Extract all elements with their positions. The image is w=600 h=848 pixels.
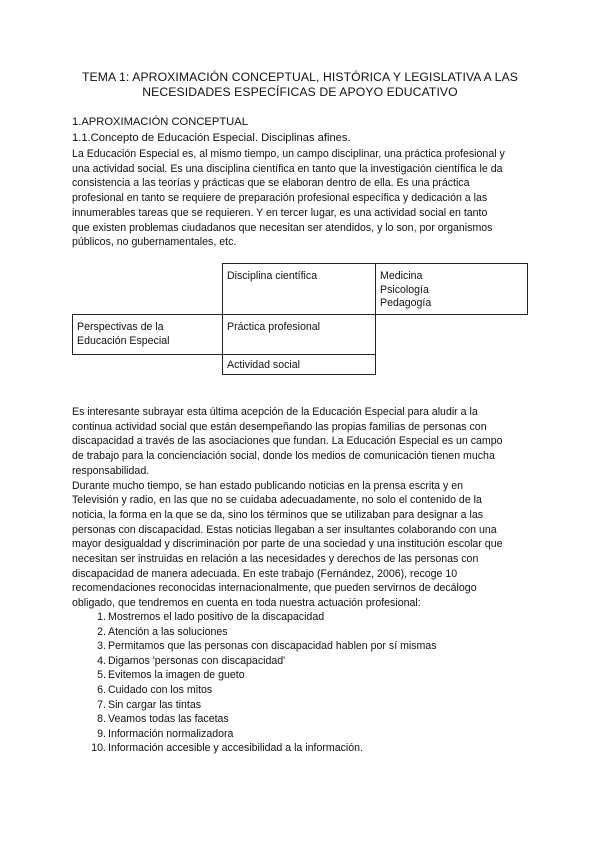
- paragraph-line: innumerables tareas que se requieren. Y en tercer lugar, es una actividad social en tanto: [72, 206, 488, 219]
- list-item: [72, 639, 437, 654]
- intro-paragraph: [72, 147, 534, 250]
- list-item: [72, 654, 437, 669]
- area-item: Psicología: [380, 283, 429, 296]
- list-text: Mostremos el lado positivo de la discapacidad: [108, 611, 325, 623]
- list-number: 2.: [97, 625, 106, 638]
- paragraph-line: que existen problemas ciudadanos que necesitan ser atendidos, y lo son, por organismos: [72, 221, 493, 234]
- list-number: 4.: [97, 654, 106, 667]
- list-text: Atención a las soluciones: [108, 625, 228, 638]
- list-text: Evitemos la imagen de gueto: [108, 669, 245, 682]
- list-text: Sin cargar las tintas: [108, 698, 202, 711]
- paragraph-line: personas con discapacidad. Estas noticias llegaban a ser insultantes colaborando con una: [72, 523, 497, 536]
- list-number: 3.: [97, 640, 106, 653]
- paragraph-line: una actividad social. Es una disciplina científica en tanto que la investigación científica le da: [72, 162, 503, 175]
- paragraph-line: discapacidad a través de las asociaciones que fundan. La Educación Especial es un campo: [72, 435, 503, 448]
- list-number: 8.: [97, 713, 106, 726]
- paragraph-line: mayor desigualdad y discriminación por parte de una sociedad y una institución escolar que: [72, 538, 503, 551]
- paragraph-line: continua actividad social que están desempeñando las propias familias de personas con: [72, 420, 487, 433]
- paragraph-line: Es interesante subrayar esta última acepción de la Educación Especial para aludir a la: [72, 406, 478, 418]
- list-text: Información normalizadora: [108, 727, 234, 740]
- list-number: 7.: [97, 698, 106, 711]
- cell-text: Educación Especial: [77, 334, 170, 347]
- list-text: Veamos todas las facetas: [108, 713, 229, 726]
- list-item: [72, 698, 437, 713]
- cell-text: Actividad social: [227, 359, 301, 371]
- paragraph-line: consistencia a las teorías y prácticas que se elaboran dentro de ella. Es una práctica: [72, 177, 470, 190]
- paragraph-line: de trabajo para la concienciación social, donde los medios de comunicación tienen mucha: [72, 450, 495, 463]
- paragraph-line: recomendaciones reconocidas internacionalmente, que pueden servirnos de decálogo: [72, 582, 477, 595]
- recommendations-list: [72, 610, 437, 756]
- list-item: [72, 625, 437, 640]
- paragraph-line: Durante mucho tiempo, se han estado publicando noticias en la prensa escrita y en: [72, 479, 464, 492]
- subsection-heading: 1.1.Concepto de Educación Especial. Disciplinas afines.: [72, 132, 351, 144]
- list-text: Información accesible y accesibilidad a la información.: [108, 742, 363, 755]
- paragraph-line: profesional en tanto se requiere de preparación profesional específica y dedicación a las: [72, 192, 488, 205]
- cell-text: Perspectivas de la: [77, 321, 164, 333]
- list-item: [72, 683, 437, 698]
- paragraph-line: responsabilidad.: [72, 464, 150, 477]
- cell-areas: [375, 263, 528, 315]
- list-number: 6.: [97, 683, 106, 696]
- cell-perspectivas: [72, 314, 223, 355]
- list-item: [72, 668, 437, 683]
- list-number: 10.: [91, 742, 106, 755]
- paragraph-line: públicos, no gubernamentales, etc.: [72, 236, 237, 249]
- list-item: [72, 610, 437, 625]
- area-item: Medicina: [380, 270, 423, 282]
- list-text: Digamos 'personas con discapacidad': [108, 654, 286, 667]
- area-item: Pedagogía: [380, 297, 432, 309]
- title-line: TEMA 1: APROXIMACIÓN CONCEPTUAL, HISTÓRICA Y LEGISLATIVA A LAS: [81, 70, 519, 84]
- cell-text: Disciplina científica: [227, 270, 318, 282]
- list-number: 5.: [97, 669, 106, 682]
- section-heading: 1.APROXIMACIÓN CONCEPTUAL: [72, 116, 248, 128]
- cell-actividad-social: [222, 354, 376, 375]
- list-item: [72, 727, 437, 742]
- list-text: Cuidado con los mitos: [108, 683, 213, 696]
- cell-text: Práctica profesional: [227, 321, 321, 333]
- perspectives-table: [72, 263, 528, 375]
- title-line: NECESIDADES ESPECÍFICAS DE APOYO EDUCATIVO: [142, 85, 458, 99]
- list-item: [72, 712, 437, 727]
- paragraph-line: noticia, la forma en la que se da, sino los términos que se utilizaban para designar a las: [72, 508, 484, 521]
- cell-practica-profesional: [222, 314, 376, 355]
- paragraph-line: discapacidad de manera adecuada. En este trabajo (Fernández, 2006), recoge 10: [72, 567, 458, 580]
- list-number: 1.: [97, 611, 106, 623]
- paragraph-line: necesitan ser instruidas en relación a las necesidades y derechos de las personas con: [72, 553, 479, 566]
- list-item: [72, 741, 437, 756]
- page-title: [72, 70, 528, 100]
- list-text: Permitamos que las personas con discapacidad hablen por sí mismas: [108, 640, 437, 653]
- cell-disciplina-cientifica: [222, 263, 376, 315]
- paragraph-line: obligado, que tendremos en cuenta en toda nuestra actuación profesional:: [72, 597, 421, 610]
- paragraph-line: Televisión y radio, en las que no se cuidaba adecuadamente, no solo el contenido de la: [72, 494, 482, 507]
- paragraph-line: La Educación Especial es, al mismo tiempo, un campo disciplinar, una práctica profesional y: [72, 148, 505, 160]
- body-paragraph: [72, 405, 534, 611]
- list-number: 9.: [97, 727, 106, 740]
